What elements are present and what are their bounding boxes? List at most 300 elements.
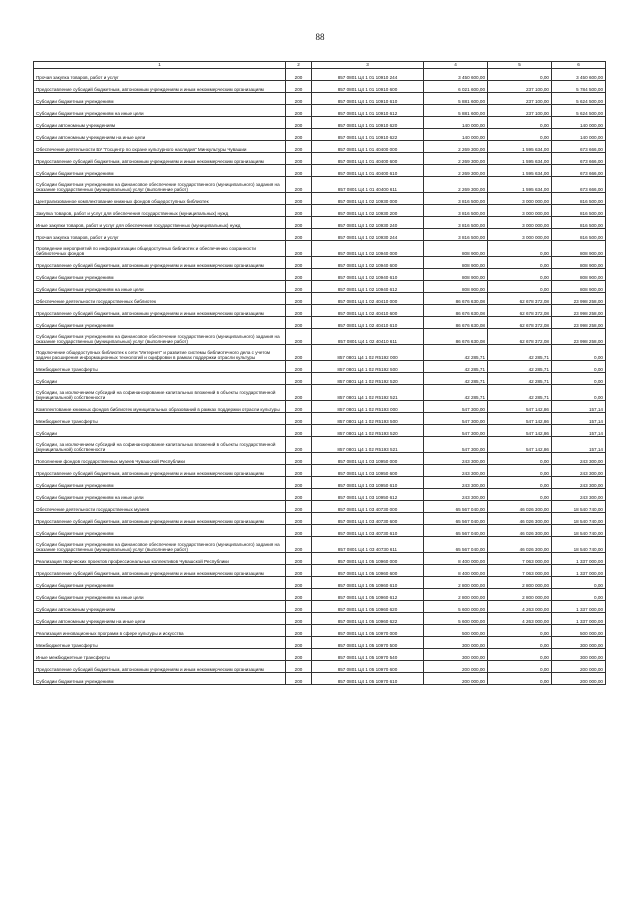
row-executed-cell: 7 063 000,00 — [488, 553, 552, 565]
row-kbk-cell: 857 0801 Ц4 1 01 10910 612 — [312, 105, 424, 117]
row-kbk-cell: 857 0801 Ц4 1 03 10950 000 — [312, 453, 424, 465]
column-number-2: 2 — [286, 62, 312, 69]
row-plan-cell: 86 676 630,08 — [424, 317, 488, 329]
table-row — [34, 525, 606, 537]
column-number-1: 1 — [34, 62, 286, 69]
row-remainder-cell: 0,00 — [552, 589, 606, 601]
row-plan-cell: 200 000,00 — [424, 673, 488, 685]
table-row — [34, 637, 606, 649]
row-kbk-cell: 857 0801 Ц4 1 05 10960 620 — [312, 601, 424, 613]
row-name-cell: Субсидии бюджетным учреждениям на финансовое обеспечение государственного (муниципального) задания на оказание государственных (муниципальных) услуг (выполнение работ) — [34, 177, 286, 193]
row-remainder-cell: 1 337 000,00 — [552, 601, 606, 613]
row-name-cell: Предоставление субсидий бюджетным, автономным учреждениям и иным некоммерческим организациям — [34, 565, 286, 577]
row-name-cell: Предоставление субсидий бюджетным, автономным учреждениям и иным некоммерческим организациям — [34, 257, 286, 269]
row-remainder-cell: 808 900,00 — [552, 281, 606, 293]
row-remainder-cell: 808 900,00 — [552, 257, 606, 269]
row-code-cell: 200 — [286, 165, 312, 177]
row-kbk-cell: 857 0801 Ц4 1 01 10910 600 — [312, 81, 424, 93]
row-kbk-cell: 857 0801 Ц4 1 02 R5193 000 — [312, 401, 424, 413]
column-number-4: 4 — [424, 62, 488, 69]
row-kbk-cell: 857 0801 Ц4 1 02 40410 600 — [312, 305, 424, 317]
row-remainder-cell: 673 666,00 — [552, 165, 606, 177]
row-remainder-cell: 157,14 — [552, 425, 606, 437]
row-kbk-cell: 857 0801 Ц4 1 01 10910 620 — [312, 117, 424, 129]
row-plan-cell: 547 300,00 — [424, 413, 488, 425]
row-remainder-cell: 200 000,00 — [552, 673, 606, 685]
row-code-cell: 200 — [286, 69, 312, 81]
row-executed-cell: 62 678 372,08 — [488, 329, 552, 345]
row-name-cell: Обеспечение деятельности БУ "Госцентр по охране культурного наследия" Минкультуры Чувашии — [34, 141, 286, 153]
row-remainder-cell: 673 666,00 — [552, 177, 606, 193]
row-code-cell: 200 — [286, 453, 312, 465]
row-code-cell: 200 — [286, 501, 312, 513]
row-executed-cell: 547 142,86 — [488, 437, 552, 453]
row-remainder-cell: 243 300,00 — [552, 465, 606, 477]
row-name-cell: Предоставление субсидий бюджетным, автономным учреждениям и иным некоммерческим организациям — [34, 153, 286, 165]
row-remainder-cell: 18 540 740,00 — [552, 537, 606, 553]
row-kbk-cell: 857 0801 Ц4 1 01 40400 610 — [312, 165, 424, 177]
row-kbk-cell: 857 0801 Ц4 1 05 10970 000 — [312, 625, 424, 637]
row-plan-cell: 300 000,00 — [424, 637, 488, 649]
row-name-cell: Межбюджетные трансферты — [34, 413, 286, 425]
row-kbk-cell: 857 0801 Ц4 1 01 10910 622 — [312, 129, 424, 141]
row-plan-cell: 8 400 000,00 — [424, 565, 488, 577]
row-code-cell: 200 — [286, 153, 312, 165]
row-kbk-cell: 857 0801 Ц4 1 02 10940 610 — [312, 269, 424, 281]
row-remainder-cell: 1 337 000,00 — [552, 565, 606, 577]
row-plan-cell: 547 300,00 — [424, 401, 488, 413]
row-plan-cell: 6 021 600,00 — [424, 81, 488, 93]
row-code-cell: 200 — [286, 537, 312, 553]
row-remainder-cell: 23 998 258,00 — [552, 293, 606, 305]
row-remainder-cell: 1 337 000,00 — [552, 613, 606, 625]
row-plan-cell: 3 816 500,00 — [424, 205, 488, 217]
row-code-cell: 200 — [286, 293, 312, 305]
row-name-cell: Реализация творческих проектов профессиональных коллективов Чувашской Республики — [34, 553, 286, 565]
table-row — [34, 281, 606, 293]
column-number-3: 3 — [312, 62, 424, 69]
row-executed-cell: 547 142,86 — [488, 425, 552, 437]
row-executed-cell: 46 026 300,00 — [488, 537, 552, 553]
row-name-cell: Субсидии бюджетным учреждениям — [34, 269, 286, 281]
row-remainder-cell: 500 000,00 — [552, 625, 606, 637]
row-code-cell: 200 — [286, 401, 312, 413]
row-kbk-cell: 857 0801 Ц4 1 03 40730 610 — [312, 525, 424, 537]
table-row — [34, 165, 606, 177]
table-row — [34, 453, 606, 465]
table-row — [34, 501, 606, 513]
row-kbk-cell: 857 0801 Ц4 1 02 40410 610 — [312, 317, 424, 329]
table-row — [34, 385, 606, 401]
row-plan-cell: 3 450 600,00 — [424, 69, 488, 81]
row-code-cell: 200 — [286, 385, 312, 401]
row-code-cell: 200 — [286, 117, 312, 129]
row-kbk-cell: 857 0801 Ц4 1 02 40410 611 — [312, 329, 424, 345]
row-remainder-cell: 157,14 — [552, 413, 606, 425]
row-remainder-cell: 5 624 500,00 — [552, 105, 606, 117]
row-kbk-cell: 857 0801 Ц4 1 05 10970 610 — [312, 673, 424, 685]
row-name-cell: Субсидии — [34, 373, 286, 385]
row-name-cell: Обеспечение деятельности государственных библиотек — [34, 293, 286, 305]
row-code-cell: 200 — [286, 105, 312, 117]
table-row — [34, 477, 606, 489]
row-remainder-cell: 0,00 — [552, 577, 606, 589]
row-remainder-cell: 157,14 — [552, 401, 606, 413]
row-code-cell: 200 — [286, 373, 312, 385]
row-kbk-cell: 857 0801 Ц4 1 03 10950 612 — [312, 489, 424, 501]
row-name-cell: Субсидии бюджетным учреждениям — [34, 673, 286, 685]
row-code-cell: 200 — [286, 281, 312, 293]
row-executed-cell: 1 595 634,00 — [488, 153, 552, 165]
row-plan-cell: 808 900,00 — [424, 257, 488, 269]
row-remainder-cell: 200 000,00 — [552, 661, 606, 673]
row-executed-cell: 237 100,00 — [488, 81, 552, 93]
row-plan-cell: 243 300,00 — [424, 465, 488, 477]
row-code-cell: 200 — [286, 673, 312, 685]
row-executed-cell: 0,00 — [488, 281, 552, 293]
table-row — [34, 537, 606, 553]
table-row — [34, 413, 606, 425]
row-name-cell: Субсидии автономным учреждениям — [34, 601, 286, 613]
row-remainder-cell: 18 540 740,00 — [552, 501, 606, 513]
table-row — [34, 141, 606, 153]
row-plan-cell: 2 269 300,00 — [424, 153, 488, 165]
row-code-cell: 200 — [286, 241, 312, 257]
row-code-cell: 200 — [286, 625, 312, 637]
row-remainder-cell: 300 000,00 — [552, 649, 606, 661]
row-executed-cell: 1 595 634,00 — [488, 165, 552, 177]
row-code-cell: 200 — [286, 553, 312, 565]
row-plan-cell: 86 676 630,08 — [424, 305, 488, 317]
row-executed-cell: 0,00 — [488, 649, 552, 661]
row-executed-cell: 42 285,71 — [488, 361, 552, 373]
row-code-cell: 200 — [286, 229, 312, 241]
table-row — [34, 205, 606, 217]
table-row — [34, 401, 606, 413]
row-kbk-cell: 857 0801 Ц4 1 03 40730 600 — [312, 513, 424, 525]
row-remainder-cell: 673 666,00 — [552, 141, 606, 153]
row-executed-cell: 0,00 — [488, 625, 552, 637]
row-remainder-cell: 18 540 740,00 — [552, 513, 606, 525]
table-row — [34, 565, 606, 577]
row-executed-cell: 547 142,86 — [488, 413, 552, 425]
row-kbk-cell: 857 0801 Ц4 1 02 10930 000 — [312, 193, 424, 205]
row-plan-cell: 8 400 000,00 — [424, 553, 488, 565]
row-kbk-cell: 857 0801 Ц4 1 01 40400 000 — [312, 141, 424, 153]
table-row — [34, 69, 606, 81]
row-code-cell: 200 — [286, 477, 312, 489]
table-row — [34, 329, 606, 345]
row-remainder-cell: 18 540 740,00 — [552, 525, 606, 537]
row-executed-cell: 0,00 — [488, 465, 552, 477]
row-executed-cell: 0,00 — [488, 117, 552, 129]
row-remainder-cell: 816 500,00 — [552, 193, 606, 205]
row-executed-cell: 3 000 000,00 — [488, 205, 552, 217]
row-remainder-cell: 816 500,00 — [552, 229, 606, 241]
row-code-cell: 200 — [286, 565, 312, 577]
row-code-cell: 200 — [286, 193, 312, 205]
row-plan-cell: 243 300,00 — [424, 489, 488, 501]
row-plan-cell: 200 000,00 — [424, 661, 488, 673]
row-name-cell: Предоставление субсидий бюджетным, автономным учреждениям и иным некоммерческим организациям — [34, 465, 286, 477]
row-kbk-cell: 857 0801 Ц4 1 05 10960 600 — [312, 565, 424, 577]
row-name-cell: Подключение общедоступных библиотек к сети "Интернет" и развитие системы библиотечного дела с учетом задачи расширения информационных технологий и оцифровки в рамках поддержки отрасли культуры — [34, 345, 286, 361]
column-number-row — [34, 62, 606, 69]
row-name-cell: Субсидии бюджетным учреждениям — [34, 525, 286, 537]
row-code-cell: 200 — [286, 425, 312, 437]
row-remainder-cell: 23 998 258,00 — [552, 317, 606, 329]
column-number-6: 6 — [552, 62, 606, 69]
row-executed-cell: 0,00 — [488, 661, 552, 673]
row-remainder-cell: 243 300,00 — [552, 477, 606, 489]
budget-table — [33, 61, 606, 685]
table-row — [34, 577, 606, 589]
row-plan-cell: 140 000,00 — [424, 117, 488, 129]
row-plan-cell: 42 285,71 — [424, 373, 488, 385]
table-row — [34, 129, 606, 141]
row-plan-cell: 65 567 040,00 — [424, 501, 488, 513]
row-plan-cell: 2 269 300,00 — [424, 177, 488, 193]
row-executed-cell: 547 142,86 — [488, 401, 552, 413]
row-remainder-cell: 243 300,00 — [552, 453, 606, 465]
row-name-cell: Иные закупки товаров, работ и услуг для обеспечения государственных (муниципальных) нужд — [34, 217, 286, 229]
row-plan-cell: 86 676 630,08 — [424, 329, 488, 345]
row-executed-cell: 2 800 000,00 — [488, 577, 552, 589]
row-code-cell: 200 — [286, 129, 312, 141]
row-plan-cell: 65 567 040,00 — [424, 537, 488, 553]
row-code-cell: 200 — [286, 345, 312, 361]
row-code-cell: 200 — [286, 589, 312, 601]
row-code-cell: 200 — [286, 257, 312, 269]
row-code-cell: 200 — [286, 269, 312, 281]
row-name-cell: Субсидии бюджетным учреждениям на иные цели — [34, 489, 286, 501]
page-number: 88 — [315, 32, 325, 42]
row-kbk-cell: 857 0801 Ц4 1 02 40410 000 — [312, 293, 424, 305]
row-name-cell: Субсидии — [34, 425, 286, 437]
row-name-cell: Субсидии бюджетным учреждениям — [34, 577, 286, 589]
row-executed-cell: 0,00 — [488, 477, 552, 489]
row-executed-cell: 0,00 — [488, 129, 552, 141]
row-kbk-cell: 857 0801 Ц4 1 05 10960 622 — [312, 613, 424, 625]
row-executed-cell: 0,00 — [488, 637, 552, 649]
row-code-cell: 200 — [286, 525, 312, 537]
row-executed-cell: 46 026 300,00 — [488, 513, 552, 525]
row-plan-cell: 5 600 000,00 — [424, 601, 488, 613]
row-executed-cell: 1 595 634,00 — [488, 177, 552, 193]
row-kbk-cell: 857 0801 Ц4 1 05 10960 000 — [312, 553, 424, 565]
row-kbk-cell: 857 0801 Ц4 1 02 R5193 520 — [312, 425, 424, 437]
row-remainder-cell: 816 500,00 — [552, 205, 606, 217]
table-row — [34, 241, 606, 257]
row-executed-cell: 2 800 000,00 — [488, 589, 552, 601]
row-kbk-cell: 857 0801 Ц4 1 02 10940 612 — [312, 281, 424, 293]
table-row — [34, 465, 606, 477]
row-kbk-cell: 857 0801 Ц4 1 05 10960 610 — [312, 577, 424, 589]
row-kbk-cell: 857 0801 Ц4 1 01 40400 600 — [312, 153, 424, 165]
row-code-cell: 200 — [286, 437, 312, 453]
table-row — [34, 257, 606, 269]
row-remainder-cell: 243 300,00 — [552, 489, 606, 501]
row-kbk-cell: 857 0801 Ц4 1 02 R5192 000 — [312, 345, 424, 361]
row-name-cell: Субсидии бюджетным учреждениям на иные цели — [34, 105, 286, 117]
row-remainder-cell: 157,14 — [552, 437, 606, 453]
row-kbk-cell: 857 0801 Ц4 1 05 10970 500 — [312, 637, 424, 649]
row-name-cell: Субсидии автономным учреждениям — [34, 117, 286, 129]
table-row — [34, 437, 606, 453]
row-name-cell: Субсидии бюджетным учреждениям — [34, 165, 286, 177]
row-executed-cell: 0,00 — [488, 453, 552, 465]
row-remainder-cell: 673 666,00 — [552, 153, 606, 165]
row-name-cell: Иные межбюджетные трансферты — [34, 649, 286, 661]
row-executed-cell: 1 595 634,00 — [488, 141, 552, 153]
table-row — [34, 117, 606, 129]
table-row — [34, 661, 606, 673]
row-plan-cell: 500 000,00 — [424, 625, 488, 637]
row-code-cell: 200 — [286, 577, 312, 589]
row-executed-cell: 0,00 — [488, 257, 552, 269]
row-name-cell: Централизованное комплектование книжных фондов общедоступных библиотек — [34, 193, 286, 205]
row-code-cell: 200 — [286, 513, 312, 525]
row-executed-cell: 62 678 372,08 — [488, 293, 552, 305]
table-body — [34, 62, 606, 685]
row-plan-cell: 243 300,00 — [424, 453, 488, 465]
row-kbk-cell: 857 0801 Ц4 1 03 10950 600 — [312, 465, 424, 477]
row-name-cell: Предоставление субсидий бюджетным, автономным учреждениям и иным некоммерческим организациям — [34, 305, 286, 317]
row-name-cell: Субсидии автономным учреждениям на иные цели — [34, 613, 286, 625]
row-name-cell: Субсидии бюджетным учреждениям на иные цели — [34, 589, 286, 601]
row-name-cell: Предоставление субсидий бюджетным, автономным учреждениям и иным некоммерческим организациям — [34, 661, 286, 673]
row-code-cell: 200 — [286, 177, 312, 193]
row-remainder-cell: 140 000,00 — [552, 117, 606, 129]
row-name-cell: Прочая закупка товаров, работ и услуг — [34, 69, 286, 81]
table-row — [34, 345, 606, 361]
row-executed-cell: 0,00 — [488, 69, 552, 81]
row-code-cell: 200 — [286, 217, 312, 229]
column-number-5: 5 — [488, 62, 552, 69]
row-remainder-cell: 5 624 500,00 — [552, 93, 606, 105]
table-row — [34, 361, 606, 373]
row-name-cell: Субсидии бюджетным учреждениям — [34, 93, 286, 105]
row-plan-cell: 2 800 000,00 — [424, 589, 488, 601]
row-executed-cell: 3 000 000,00 — [488, 193, 552, 205]
row-name-cell: Предоставление субсидий бюджетным, автономным учреждениям и иным некоммерческим организациям — [34, 513, 286, 525]
row-executed-cell: 42 285,71 — [488, 345, 552, 361]
row-name-cell: Субсидии бюджетным учреждениям на финансовое обеспечение государственного (муниципального) задания на оказание государственных (муниципальных) услуг (выполнение работ) — [34, 329, 286, 345]
row-plan-cell: 3 816 500,00 — [424, 229, 488, 241]
row-plan-cell: 2 800 000,00 — [424, 577, 488, 589]
row-executed-cell: 0,00 — [488, 673, 552, 685]
row-remainder-cell: 0,00 — [552, 373, 606, 385]
row-kbk-cell: 857 0801 Ц4 1 05 10970 600 — [312, 661, 424, 673]
table-row — [34, 81, 606, 93]
row-kbk-cell: 857 0801 Ц4 1 01 10910 610 — [312, 93, 424, 105]
row-code-cell: 200 — [286, 93, 312, 105]
row-name-cell: Прочая закупка товаров, работ и услуг — [34, 229, 286, 241]
row-executed-cell: 0,00 — [488, 269, 552, 281]
row-code-cell: 200 — [286, 601, 312, 613]
row-executed-cell: 4 263 000,00 — [488, 613, 552, 625]
row-executed-cell: 237 100,00 — [488, 93, 552, 105]
row-executed-cell: 3 000 000,00 — [488, 229, 552, 241]
table-row — [34, 373, 606, 385]
row-name-cell: Субсидии бюджетным учреждениям — [34, 477, 286, 489]
row-name-cell: Обеспечение деятельности государственных музеев — [34, 501, 286, 513]
table-row — [34, 625, 606, 637]
row-plan-cell: 2 269 300,00 — [424, 165, 488, 177]
table-row — [34, 613, 606, 625]
row-name-cell: Комплектование книжных фондов библиотек муниципальных образований в рамках поддержки отрасли культуры — [34, 401, 286, 413]
row-kbk-cell: 857 0801 Ц4 1 02 10940 000 — [312, 241, 424, 257]
row-plan-cell: 42 285,71 — [424, 361, 488, 373]
table-row — [34, 601, 606, 613]
row-remainder-cell: 0,00 — [552, 345, 606, 361]
row-code-cell: 200 — [286, 413, 312, 425]
row-plan-cell: 808 900,00 — [424, 269, 488, 281]
row-code-cell: 200 — [286, 661, 312, 673]
row-name-cell: Предоставление субсидий бюджетным, автономным учреждениям и иным некоммерческим организациям — [34, 81, 286, 93]
row-plan-cell: 42 285,71 — [424, 385, 488, 401]
row-code-cell: 200 — [286, 613, 312, 625]
row-code-cell: 200 — [286, 465, 312, 477]
row-plan-cell: 65 567 040,00 — [424, 513, 488, 525]
row-remainder-cell: 300 000,00 — [552, 637, 606, 649]
row-code-cell: 200 — [286, 329, 312, 345]
row-executed-cell: 46 026 300,00 — [488, 525, 552, 537]
row-kbk-cell: 857 0801 Ц4 1 02 10940 600 — [312, 257, 424, 269]
row-remainder-cell: 23 998 258,00 — [552, 305, 606, 317]
row-name-cell: Субсидии бюджетным учреждениям на иные цели — [34, 281, 286, 293]
row-kbk-cell: 857 0801 Ц4 1 02 10930 240 — [312, 217, 424, 229]
table-row — [34, 269, 606, 281]
row-kbk-cell: 857 0801 Ц4 1 02 R5193 521 — [312, 437, 424, 453]
table-row — [34, 193, 606, 205]
row-kbk-cell: 857 0801 Ц4 1 03 10950 610 — [312, 477, 424, 489]
table-row — [34, 489, 606, 501]
row-plan-cell: 140 000,00 — [424, 129, 488, 141]
row-code-cell: 200 — [286, 637, 312, 649]
row-executed-cell: 3 000 000,00 — [488, 217, 552, 229]
row-name-cell: Субсидии, за исключением субсидий на софинансирование капитальных вложений в объекты государственной (муниципальной) собственности — [34, 437, 286, 453]
row-remainder-cell: 808 900,00 — [552, 241, 606, 257]
row-kbk-cell: 857 0801 Ц4 1 02 10930 244 — [312, 229, 424, 241]
table-row — [34, 293, 606, 305]
row-kbk-cell: 857 0801 Ц4 1 05 10960 612 — [312, 589, 424, 601]
table-row — [34, 305, 606, 317]
row-remainder-cell: 0,00 — [552, 385, 606, 401]
row-plan-cell: 42 285,71 — [424, 345, 488, 361]
row-name-cell: Субсидии бюджетным учреждениям на финансовое обеспечение государственного (муниципального) задания на оказание государственных (муниципальных) услуг (выполнение работ) — [34, 537, 286, 553]
row-remainder-cell: 23 998 258,00 — [552, 329, 606, 345]
table-row — [34, 153, 606, 165]
row-plan-cell: 5 881 600,00 — [424, 105, 488, 117]
table-row — [34, 425, 606, 437]
row-kbk-cell: 857 0801 Ц4 1 02 R5192 500 — [312, 361, 424, 373]
table-row — [34, 105, 606, 117]
row-executed-cell: 0,00 — [488, 489, 552, 501]
table-row — [34, 673, 606, 685]
table-row — [34, 589, 606, 601]
row-name-cell: Межбюджетные трансферты — [34, 361, 286, 373]
row-name-cell: Межбюджетные трансферты — [34, 637, 286, 649]
row-executed-cell: 237 100,00 — [488, 105, 552, 117]
row-kbk-cell: 857 0801 Ц4 1 05 10970 540 — [312, 649, 424, 661]
row-remainder-cell: 816 500,00 — [552, 217, 606, 229]
table-row — [34, 217, 606, 229]
row-executed-cell: 46 026 300,00 — [488, 501, 552, 513]
row-kbk-cell: 857 0801 Ц4 1 02 R5192 521 — [312, 385, 424, 401]
row-name-cell: Закупка товаров, работ и услуг для обеспечения государственных (муниципальных) нужд — [34, 205, 286, 217]
row-code-cell: 200 — [286, 205, 312, 217]
